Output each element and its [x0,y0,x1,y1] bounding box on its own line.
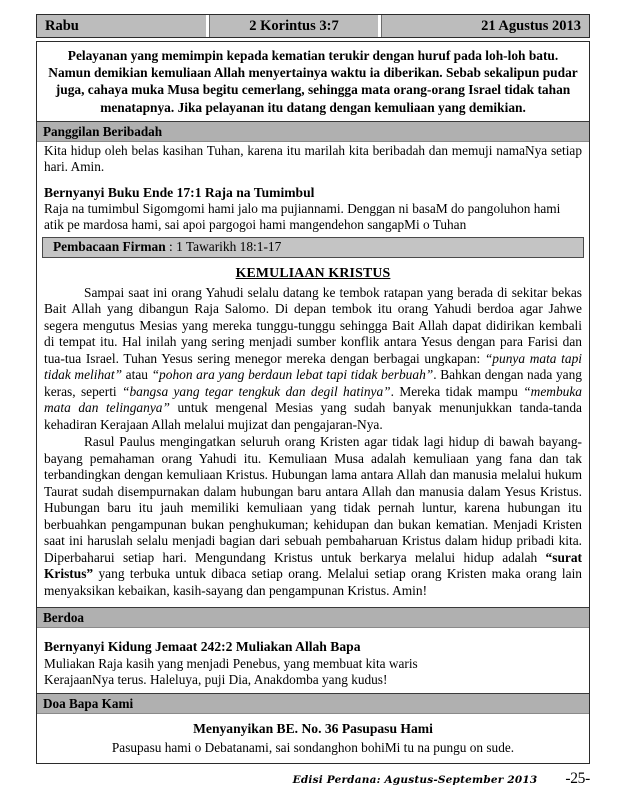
sermon-p2-bold1: “surat Kristus” [44,549,582,582]
section-bar-lords-prayer: Doa Bapa Kami [37,693,589,714]
hymn-two-lyrics-line-1: Muliakan Raja kasih yang menjadi Penebus, yang membuat kita waris [44,655,418,671]
sermon-p1-part5: untuk mengenal Mesias yang sudah banyak menunjukkan tanda-tanda kehadiran Kerajaan Allah melalui mujizat dan pengajaran-Nya. [44,400,582,432]
sermon-p1-part1: Sampai saat ini orang Yahudi selalu datang ke tembok ratapan yang berada di sekitar bekas Bait Allah yang dibangun Raja Salomo. Di depan tembok itu orang Yahudi berdoa agar Jahwe segera mengutus Mesias yang mereka tunggu-tunggu sehingga Bait Allah dapat didirikan kembali di tempat itu. Hal inilah yang sering menjadi sumber konflik antara Yesus dengan para Farisi dan tua-tua Israel. Tuhan Yesus sering menegor mereka dengan berbagai ungkapan: [44,284,582,366]
header-day: Rabu [37,15,209,37]
hymn-one-lyrics-line-2: atik pe mardosa hami, sai apoi pargogoi hami mangendehon sangapMi o Tuhan [44,217,467,233]
scripture-reading-wrapper [37,235,589,258]
sermon-paragraph-2 [37,433,589,599]
sermon-p1-quote4: “membuka mata dan telinganya” [44,383,582,416]
hymn-two-title: Bernyanyi Kidung Jemaat 242:2 Muliakan Allah Bapa [44,639,361,655]
sermon-p1-quote3: “bangsa yang tegar tengkuk dan degil hatinya” [122,383,391,399]
closing-hymn-line: Pasupasu hami o Debatanami, sai sondanghon bohiMi tu na pungu on sude. [111,739,515,755]
sermon-p1-quote1: “punya mata tapi tidak melihat” [44,350,582,383]
sermon-title: KEMULIAAN KRISTUS [235,264,391,280]
hymn-one-title: Bernyanyi Buku Ende 17:1 Raja na Tumimbul [44,184,315,200]
section-bar-prayer: Berdoa [37,607,589,628]
call-to-worship-text: Kita hidup oleh belas kasihan Tuhan, karena itu marilah kita beribadah dan memuji namaNya setiap hari. Amin. [44,142,582,175]
header-bar [36,14,590,38]
section-bar-call-to-worship: Panggilan Beribadah [37,121,589,142]
page-footer [36,770,590,788]
header-date: 21 Agustus 2013 [381,15,589,37]
scripture-reading-value: : 1 Tawarikh 18:1-17 [165,238,282,254]
hymn-one-lyrics-line-1: Raja na tumimbul Sigomgomi hami jalo ma pujiannami. Denggan ni basaM do pangoluhon hami [44,201,561,217]
sermon-p1-part2: atau [122,367,152,383]
content-frame [36,41,590,764]
sermon-p1-quote2: “pohon ara yang berdaun lebat tapi tidak berbuah” [151,367,434,383]
hymn-two-lyrics [37,656,589,689]
header-scripture-reference: 2 Korintus 3:7 [209,15,381,37]
sermon-p2-part1: Rasul Paulus mengingatkan seluruh orang Kristen agar tidak lagi hidup di bawah bayang-bayang pemahaman orang Yahudi itu. Kemuliaan Musa adalah kemuliaan yang fana dan tak terbandingkan dengan kemuliaan Kristus. Hubungan lama antara Allah dan manusia melalui hukum Taurat sudah disempurnakan dalam hubungan baru antara Allah dan manusia dalam Yesus Kristus. Hubungan baru itu jauh memiliki kemuliaan yang tidak pernah luntur, karena hubungan itu berbuahkan pengampunan bukan penghukuman; kehidupan dan bukan kematian. Menjadi Kristen saat ini haruslah selalu menjadi bagian dari sebuah pembaharuan Kristus dalam hidup pribadi kita. Diperbaharui setiap hari. Mengundang Kristus untuk berkarya melalui hidup adalah [44,434,582,565]
sermon-p2-part2: yang terbuka untuk dibaca setiap orang. Melalui setiap orang Kristen maka orang lain menyaksikan kebaikan, kasih-sayang dan pengampunan Kristus. Amin! [44,566,582,598]
footer-edition: Edisi Perdana: Agustus-September 2013 [292,774,538,786]
sermon-paragraph-1 [37,285,589,434]
hymn-one-lyrics [37,201,589,234]
hymn-two-lyrics-line-2: KerajaanNya terus. Haleluya, puji Dia, Anakdomba yang kudus! [44,671,388,687]
spacer-before-prayer [37,599,589,607]
sermon-p1-part3: . Bahkan dengan nada yang keras, seperti [44,367,582,399]
footer-page-number: -25- [565,770,590,787]
closing-hymn-title: Menyanyikan BE. No. 36 Pasupasu Hami [193,720,433,736]
sermon-p1-part4: . Mereka tidak mampu [390,383,524,399]
verse-text: Pelayanan yang memimpin kepada kematian terukir dengan huruf pada loh-loh batu. Namun demikian kemuliaan Allah menyertainya waktu ia diberikan. Sebab sekalipun pudar juga, cahaya muka Musa begitu cemerlang, sehingga mata orang-orang Israel tidak tahan menatapnya. Jika pelayanan itu datang dengan kemuliaan yang demikian. [48,48,578,115]
scripture-reading-box [42,237,584,258]
scripture-reading-label: Pembacaan Firman [53,238,166,254]
